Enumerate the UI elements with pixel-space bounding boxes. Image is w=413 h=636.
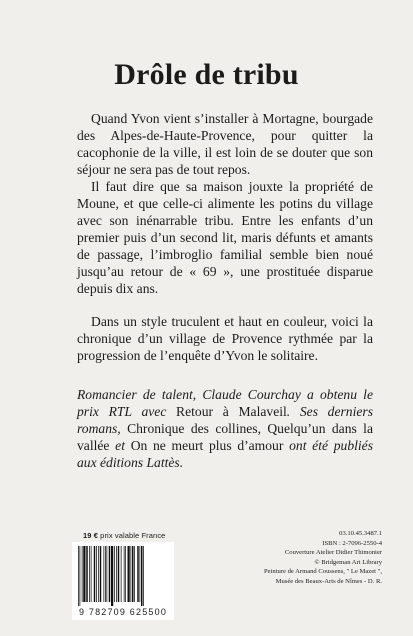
- barcode-digits: 9 782709 625500: [78, 607, 168, 617]
- price-amount: 19 €: [83, 531, 98, 540]
- author-note-text-2: . Ses derniers romans,: [77, 404, 373, 436]
- credit-line-4: © Bridgeman Art Library: [314, 558, 382, 566]
- barcode: [72, 542, 174, 620]
- price-label: [83, 531, 165, 540]
- credit-line-6: Musée des Beaux-Arts de Nîmes - D. R.: [275, 577, 382, 585]
- author-note-text-3: et: [109, 438, 131, 453]
- author-note-book-3: On ne meurt plus d’amour: [130, 438, 284, 453]
- author-note-text-1: Romancier de talent, Claude Courchay a obtenu le prix RTL avec: [77, 387, 373, 419]
- author-note: [77, 386, 373, 471]
- book-title: Drôle de tribu: [114, 58, 299, 91]
- price-text: prix valable France: [98, 531, 166, 540]
- credit-line-2: ISBN : 2-7096-2550-4: [322, 539, 382, 547]
- author-note-book-1: Retour à Malaveil: [176, 404, 287, 419]
- summary-paragraph-3: Dans un style truculent et haut en couleur, voici la chronique d’un village de Provence rythmée par la progression de l’enquête d’Yvon le solitaire.: [77, 314, 373, 363]
- summary-paragraph-2: Il faut dire que sa maison jouxte la propriété de Moune, et que celle-ci alimente les potins du village avec son inénarrable tribu. Entre les enfants d’un premier puis d’un second lit, maris défunts et amants de passage, l’imbroglio familial semble bien noué jusqu’au retour de « 69 », une prostituée disparue depuis dix ans.: [77, 179, 373, 296]
- barcode-bars: [78, 546, 168, 606]
- author-note-book-2: Chronique des collines, Quelqu’un dans la vallée: [77, 421, 373, 453]
- summary-paragraph-1: Quand Yvon vient s’installer à Mortagne, bourgade des Alpes-de-Haute-Provence, pour quitter la cacophonie de la ville, il est loin de se douter que son séjour ne sera pas de tout repos.: [77, 111, 373, 177]
- credit-line-5: Peinture de Armand Coussens, " Le Mazet ",: [263, 568, 382, 576]
- credit-line-3: Couverture Atelier Didier Thimonier: [284, 549, 382, 557]
- author-note-text-4: ont été publiés aux éditions Lattès.: [77, 438, 373, 470]
- credits: [232, 529, 382, 587]
- credit-line-1: 03.10.45.3487.1: [339, 530, 382, 537]
